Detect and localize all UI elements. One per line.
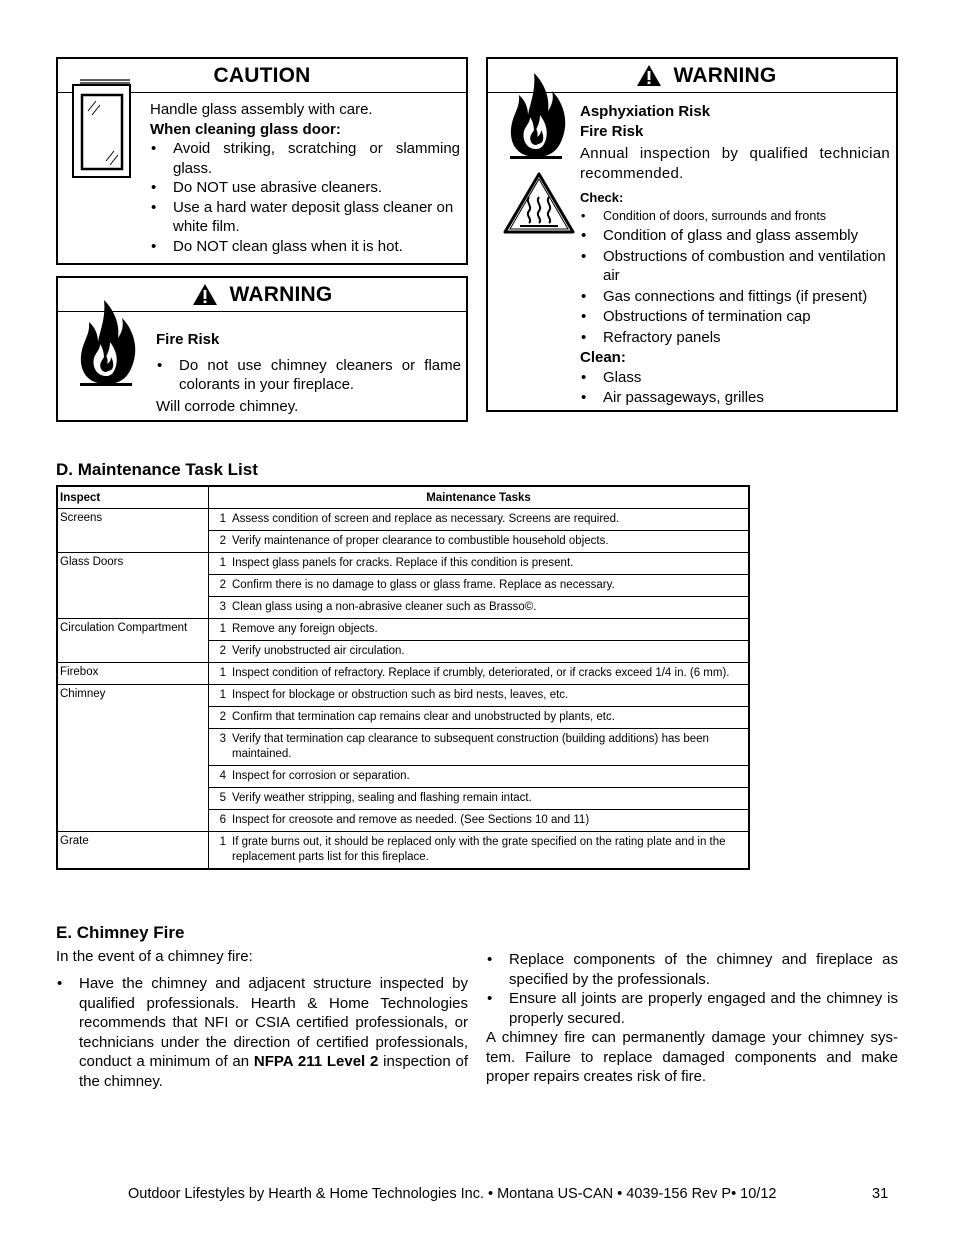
list-item: • Ensure all joints are properly engaged and the chimney is properly secured. [486, 989, 898, 1028]
table-header-row [57, 486, 749, 509]
fire-risk-label: Fire Risk [580, 122, 644, 140]
list-item: • Have the chimney and adjacent structure inspected by qualified professionals. Hearth & Home Technologies recommends that NFI or CSIA certified professionals, or technicians under the direction of certified professionals, conduct a minimum of an NFPA 211 Level 2 inspection of the chimney. [56, 974, 468, 1091]
inspection-intro: Annual inspection by qualified technician recommended. [580, 145, 890, 182]
task-cell [209, 729, 750, 766]
task-number: 3 [219, 601, 226, 613]
table-row [57, 832, 749, 870]
task-cell [209, 597, 750, 619]
chimney-fire-right-list [486, 950, 898, 1028]
task-number: 1 [219, 667, 226, 679]
task-cell [209, 553, 750, 575]
task-cell [209, 641, 750, 663]
table-row [57, 663, 749, 685]
inspect-cell: Circulation Compartment [57, 619, 209, 663]
list-item: • Gas connections and fittings (if present) [580, 287, 890, 307]
task-number: 6 [219, 814, 226, 826]
warning-fire-box [56, 276, 468, 422]
inspect-cell: Firebox [57, 663, 209, 685]
list-item: • Obstructions of combustion and ventilation air [580, 247, 890, 286]
maintenance-table [56, 485, 750, 870]
task-cell [209, 766, 750, 788]
table-row [57, 509, 749, 531]
task-number: 1 [219, 689, 226, 701]
list-item: • Glass [580, 368, 890, 388]
check-list [580, 207, 890, 347]
caution-subhead: When cleaning glass door: [150, 120, 341, 138]
clean-list [580, 368, 890, 408]
caution-title: CAUTION [58, 59, 466, 93]
list-item: • Avoid striking, scratching or slamming glass. [150, 139, 460, 178]
warning-triangle-icon [636, 64, 662, 87]
list-item: • Air passageways, grilles [580, 388, 890, 408]
tasks-column-header: Maintenance Tasks [209, 486, 750, 509]
task-number: 1 [219, 836, 226, 848]
task-number: 2 [219, 645, 226, 657]
inspect-cell: Screens [57, 509, 209, 553]
task-text: Verify weather stripping, sealing and flashing remain intact. [232, 792, 532, 804]
task-cell [209, 685, 750, 707]
task-number: 2 [219, 535, 226, 547]
chimney-fire-left-list [56, 974, 468, 1091]
list-item: • Do not use chimney cleaners or flame colorants in your fireplace. [156, 356, 461, 395]
nfpa-standard: NFPA 211 Level 2 [253, 1053, 379, 1070]
warning-title: WARNING [673, 63, 777, 87]
warning-title: WARNING [229, 282, 333, 306]
task-cell [209, 619, 750, 641]
table-row [57, 553, 749, 575]
task-number: 5 [219, 792, 226, 804]
task-cell [209, 663, 750, 685]
task-number: 4 [219, 770, 226, 782]
task-text: Confirm that termination cap remains clear and unobstructed by plants, etc. [232, 711, 615, 723]
task-text: Inspect condition of refractory. Replace if crumbly, deteriorated, or if cracks exceed 1/4 in. (6 mm). [232, 667, 730, 679]
task-text: Inspect for blockage or obstruction such as bird nests, leaves, etc. [232, 689, 569, 701]
caution-box [56, 57, 468, 265]
asphyxiation-risk-label: Asphyxiation Risk [580, 103, 711, 120]
task-number: 1 [219, 623, 226, 635]
inspect-column-header: Inspect [57, 486, 209, 509]
warning-triangle-icon [192, 283, 218, 306]
task-cell [209, 707, 750, 729]
task-text: Assess condition of screen and replace as necessary. Screens are required. [232, 513, 620, 525]
task-number: 1 [219, 557, 226, 569]
maintenance-table-body [57, 509, 749, 870]
footer-text: Outdoor Lifestyles by Hearth & Home Technologies Inc. • Montana US-CAN • 4039-156 Rev P• 10/12 [128, 1186, 777, 1202]
list-item: • Condition of doors, surrounds and fronts [580, 207, 890, 225]
task-cell [209, 810, 750, 832]
check-label: Check: [580, 190, 624, 205]
task-number: 3 [219, 733, 226, 745]
list-item: • Do NOT use abrasive cleaners. [150, 178, 460, 198]
task-cell [209, 575, 750, 597]
glass-door-icon [72, 79, 134, 179]
fire-risk-note: Will corrode chimney. [156, 397, 299, 415]
task-cell [209, 531, 750, 553]
inspect-cell: Grate [57, 832, 209, 870]
task-text: Clean glass using a non-abrasive cleaner such as Brasso©. [232, 601, 537, 613]
list-item: • Use a hard water deposit glass cleaner on white film. [150, 198, 460, 237]
inspect-cell: Glass Doors [57, 553, 209, 619]
task-cell [209, 788, 750, 810]
chimney-fire-section-title: E. Chimney Fire [56, 923, 185, 942]
clean-label: Clean: [580, 349, 626, 366]
table-row [57, 685, 749, 707]
task-text: Inspect for corrosion or separation. [232, 770, 410, 782]
fire-risk-list [156, 356, 461, 395]
list-item: • Replace components of the chimney and fireplace as specified by the professionals. [486, 950, 898, 989]
table-row [57, 619, 749, 641]
chimney-fire-closing: A chimney fire can permanently damage your chimney sys-tem. Failure to replace damaged components and make proper repairs creates risk of fire. [486, 1029, 898, 1085]
task-text: Confirm there is no damage to glass or glass frame. Replace as necessary. [232, 579, 615, 591]
chimney-fire-intro: In the event of a chimney fire: [56, 948, 253, 965]
list-item: • Refractory panels [580, 328, 890, 348]
task-text: Inspect glass panels for cracks. Replace if this condition is present. [232, 557, 574, 569]
task-number: 2 [219, 579, 226, 591]
caution-list [150, 139, 460, 256]
page-number: 31 [872, 1186, 889, 1202]
list-item: • Do NOT clean glass when it is hot. [150, 237, 460, 257]
list-item: • Condition of glass and glass assembly [580, 226, 890, 246]
inspect-cell: Chimney [57, 685, 209, 832]
task-number: 2 [219, 711, 226, 723]
fire-risk-label: Fire Risk [156, 331, 220, 348]
caution-intro: Handle glass assembly with care. [150, 101, 373, 118]
hot-surface-icon [502, 171, 576, 235]
maintenance-section-title: D. Maintenance Task List [56, 460, 258, 479]
warning-asphyxiation-box [486, 57, 898, 412]
task-text: Remove any foreign objects. [232, 623, 378, 635]
task-text: Verify that termination cap clearance to subsequent construction (building additions) has been maintained. [232, 733, 709, 760]
task-number: 1 [219, 513, 226, 525]
task-cell [209, 509, 750, 531]
task-text: Verify unobstructed air circulation. [232, 645, 405, 657]
task-text: Verify maintenance of proper clearance to combustible household objects. [232, 535, 609, 547]
task-cell [209, 832, 750, 870]
task-text: If grate burns out, it should be replaced only with the grate specified on the rating plate and in the replacement parts list for this fireplace. [232, 836, 726, 863]
list-item: • Obstructions of termination cap [580, 307, 890, 327]
flame-icon [76, 294, 140, 390]
flame-icon [506, 67, 570, 163]
task-text: Inspect for creosote and remove as needed. (See Sections 10 and 11) [232, 814, 590, 826]
